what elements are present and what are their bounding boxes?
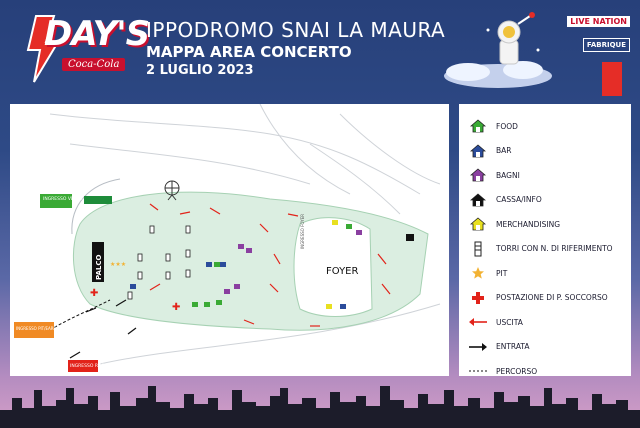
legend-item-uscita — [467, 310, 623, 335]
arrow-left-icon — [467, 314, 489, 330]
legend-label: POSTAZIONE DI P. SOCCORSO — [496, 293, 608, 303]
venue-title: IPPODROMO SNAI LA MAURA — [146, 18, 446, 42]
svg-text:✚: ✚ — [90, 288, 99, 299]
legend-label: BAR — [496, 146, 512, 156]
legend-item-food — [467, 114, 623, 139]
legend-label: PIT — [496, 268, 508, 278]
coca-cola-logo: Coca-Cola — [62, 58, 125, 71]
logo-days-text: DAY'S — [44, 14, 150, 54]
legend-item-pit — [467, 261, 623, 286]
legend-label: USCITA — [496, 317, 523, 327]
legend-item-cassa-info — [467, 188, 623, 213]
legend-item-entrata — [467, 335, 623, 360]
live-nation-logo: LIVE NATION — [567, 16, 630, 27]
partner-logo — [602, 62, 622, 96]
house-icon — [467, 143, 489, 159]
event-date: 2 LUGLIO 2023 — [146, 63, 254, 78]
legend-item-torri-con-n-di-riferimento — [467, 237, 623, 262]
concert-area-map — [10, 104, 449, 376]
star-icon — [467, 265, 489, 281]
legend-item-bar — [467, 139, 623, 164]
days-logo — [24, 12, 150, 84]
legend-label: MERCHANDISING — [496, 219, 561, 229]
ingresso-foyer-label: INGRESSO FOYER — [300, 213, 305, 249]
map-legend — [459, 104, 631, 376]
ingresso-rosso-label: INGRESSO ROSSO — [70, 364, 111, 369]
legend-label: ENTRATA — [496, 342, 530, 352]
legend-label: BAGNI — [496, 170, 520, 180]
legend-item-merchandising — [467, 212, 623, 237]
foyer-label: FOYER — [326, 266, 359, 277]
ingresso-verde-label: INGRESSO VERDE — [43, 197, 84, 202]
house-icon — [467, 192, 489, 208]
palco-label: PALCO — [95, 254, 103, 280]
svg-text:✚: ✚ — [172, 302, 181, 313]
city-skyline — [0, 380, 640, 428]
header-title — [146, 18, 445, 80]
fabrique-logo: FABRIQUE — [583, 38, 630, 52]
house-icon — [467, 216, 489, 232]
ingresso-pit-label: INGRESSO PIT/EARLY ENTRY — [16, 326, 72, 331]
legend-label: PERCORSO — [496, 366, 538, 376]
verde-gate — [84, 196, 112, 204]
map-drawing — [10, 104, 449, 376]
astronaut-cloud-illustration — [428, 10, 558, 96]
legend-item-postazione-di-p-soccorso — [467, 286, 623, 311]
house-icon — [467, 167, 489, 183]
dashed-line-icon — [467, 363, 489, 379]
map-subtitle: MAPPA AREA CONCERTO — [146, 43, 352, 61]
legend-label: CASSA/INFO — [496, 195, 542, 205]
cross-icon — [467, 290, 489, 306]
legend-label: TORRI CON N. DI RIFERIMENTO — [496, 244, 613, 254]
legend-item-bagni — [467, 163, 623, 188]
tower-icon — [467, 241, 489, 257]
svg-text:★★★: ★★★ — [110, 261, 127, 268]
house-icon — [467, 118, 489, 134]
legend-label: FOOD — [496, 121, 518, 131]
pit-stars — [110, 261, 126, 268]
arrow-right-icon — [467, 339, 489, 355]
concert-area — [73, 192, 428, 330]
